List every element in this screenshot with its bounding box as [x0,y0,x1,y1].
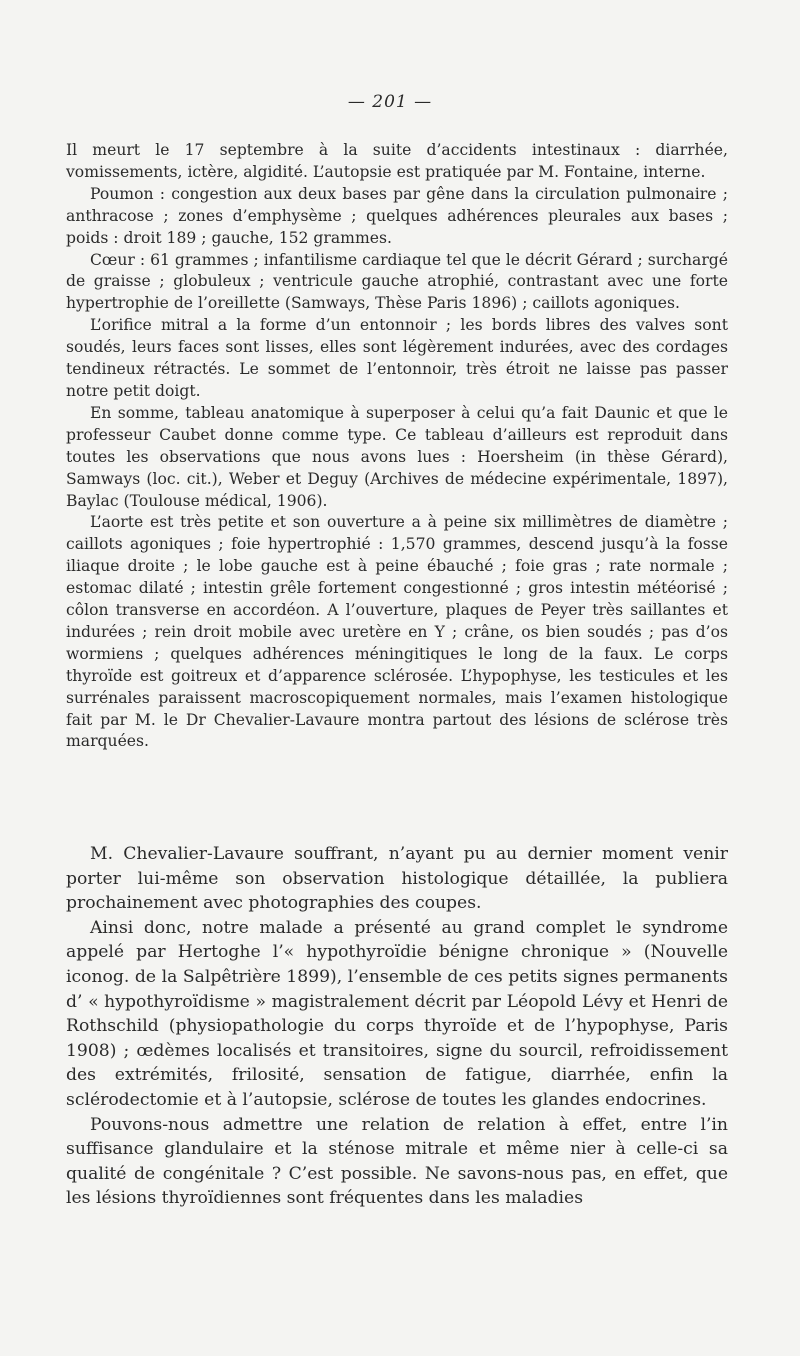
paragraph-histology-note: M. Chevalier-Lavaure souffrant, n’ayant pu au dernier moment venir porter lui-même son observation histologique détaillée, la publiera prochainement avec photographies des coupes. [66,844,728,914]
paragraph-heart: Cœur : 61 grammes ; infantilisme cardiaque tel que le décrit Gérard ; surchargé de graisse ; globuleux ; ventricule gauche atrophié, contrastant avec une forte hypertrophie de l’oreillette (Samways, Thèse Paris 1896) ; caillots agoniques. [66,250,728,313]
paragraph-summary: En somme, tableau anatomique à superposer à celui qu’a fait Daunic et que le professeur Caubet donne comme type. Ce tableau d’ailleurs est reproduit dans toutes les observations que nous avons lues : Hoersheim (in thèse Gérard), Samways (loc. cit.), Weber et Deguy (Archives de médecine expérimentale, 1897), Baylac (Toulouse médical, 1906). [66,403,728,510]
paragraph-death: Il meurt le 17 septembre à la suite d’accidents intestinaux : diarrhée, vomissements, ictère, algidité. L’autopsie est pratiquée par M. Fontaine, interne. [66,141,728,181]
page-number: — 201 — [347,92,433,112]
paragraph-aorta-organs: L’aorte est très petite et son ouverture a à peine six millimètres de diamètre ; caillots agoniques ; foie hypertrophié : 1,570 grammes, descend jusqu’à la fosse iliaque droite ; le lobe gauche est à peine ébauché ; foie gras ; rate normale ; estomac dilaté ; intestin grêle fortement congestionné ; gros intestin météorisé ; côlon transverse en accordéon. A l’ouverture, plaques de Peyer très saillantes et indurées ; rein droit mobile avec uretère en Y ; crâne, os bien soudés ; pas d’os wormiens ; quelques adhérences méningitiques le long de la faux. Le corps thyroïde est goitreux et d’apparence sclérosée. L’hypophyse, les testicules et les surrénales paraissent macroscopiquement normales, mais l’examen histologique fait par M. le Dr Chevalier-Lavaure montra partout des lésions de sclérose très marquées. [66,513,728,751]
paragraph-syndrome: Ainsi donc, notre malade a présenté au grand complet le syndrome appelé par Hertoghe l’« hypothyroïdie bénigne chronique » (Nouvelle iconog. de la Salpêtrière 1899), l’ensemble de ces petits signes permanents d’ « hypothyroïdisme » magistralement décrit par Léopold Lévy et Henri de Rothschild (physiopathologie du corps thyroïde et de l’hypophyse, Paris 1908) ; œdèmes localisés et transitoires, signe du sourcil, refroidissement des extrémités, frilosité, sensation de fatigue, diarrhée, enfin la sclérodectomie et à l’autopsie, sclérose de toutes les glandes endocrines. [66,917,728,1110]
paragraph-lungs: Poumon : congestion aux deux bases par gêne dans la circulation pulmonaire ; anthracose ; zones d’emphysème ; quelques adhérences pleurales aux bases ; poids : droit 189 ; gauche, 152 grammes. [66,184,728,247]
autopsy-report-block [66,140,728,753]
paragraph-mitral-orifice: L’orifice mitral a la forme d’un entonnoir ; les bords libres des valves sont soudés, leurs faces sont lisses, elles sont légèrement indurées, avec des cordages tendineux rétractés. Le sommet de l’entonnoir, très étroit ne laisse pas passer notre petit doigt. [66,316,728,400]
paragraph-relation: Pouvons-nous admettre une relation de relation à effet, entre l’in suffisance glandulaire et la sténose mitrale et même nier à celle-ci sa qualité de congénitale ? C’est possible. Ne savons-nous pas, en effet, que les lésions thyroïdiennes sont fréquentes dans les maladies [66,1114,728,1209]
discussion-block [66,842,728,1211]
